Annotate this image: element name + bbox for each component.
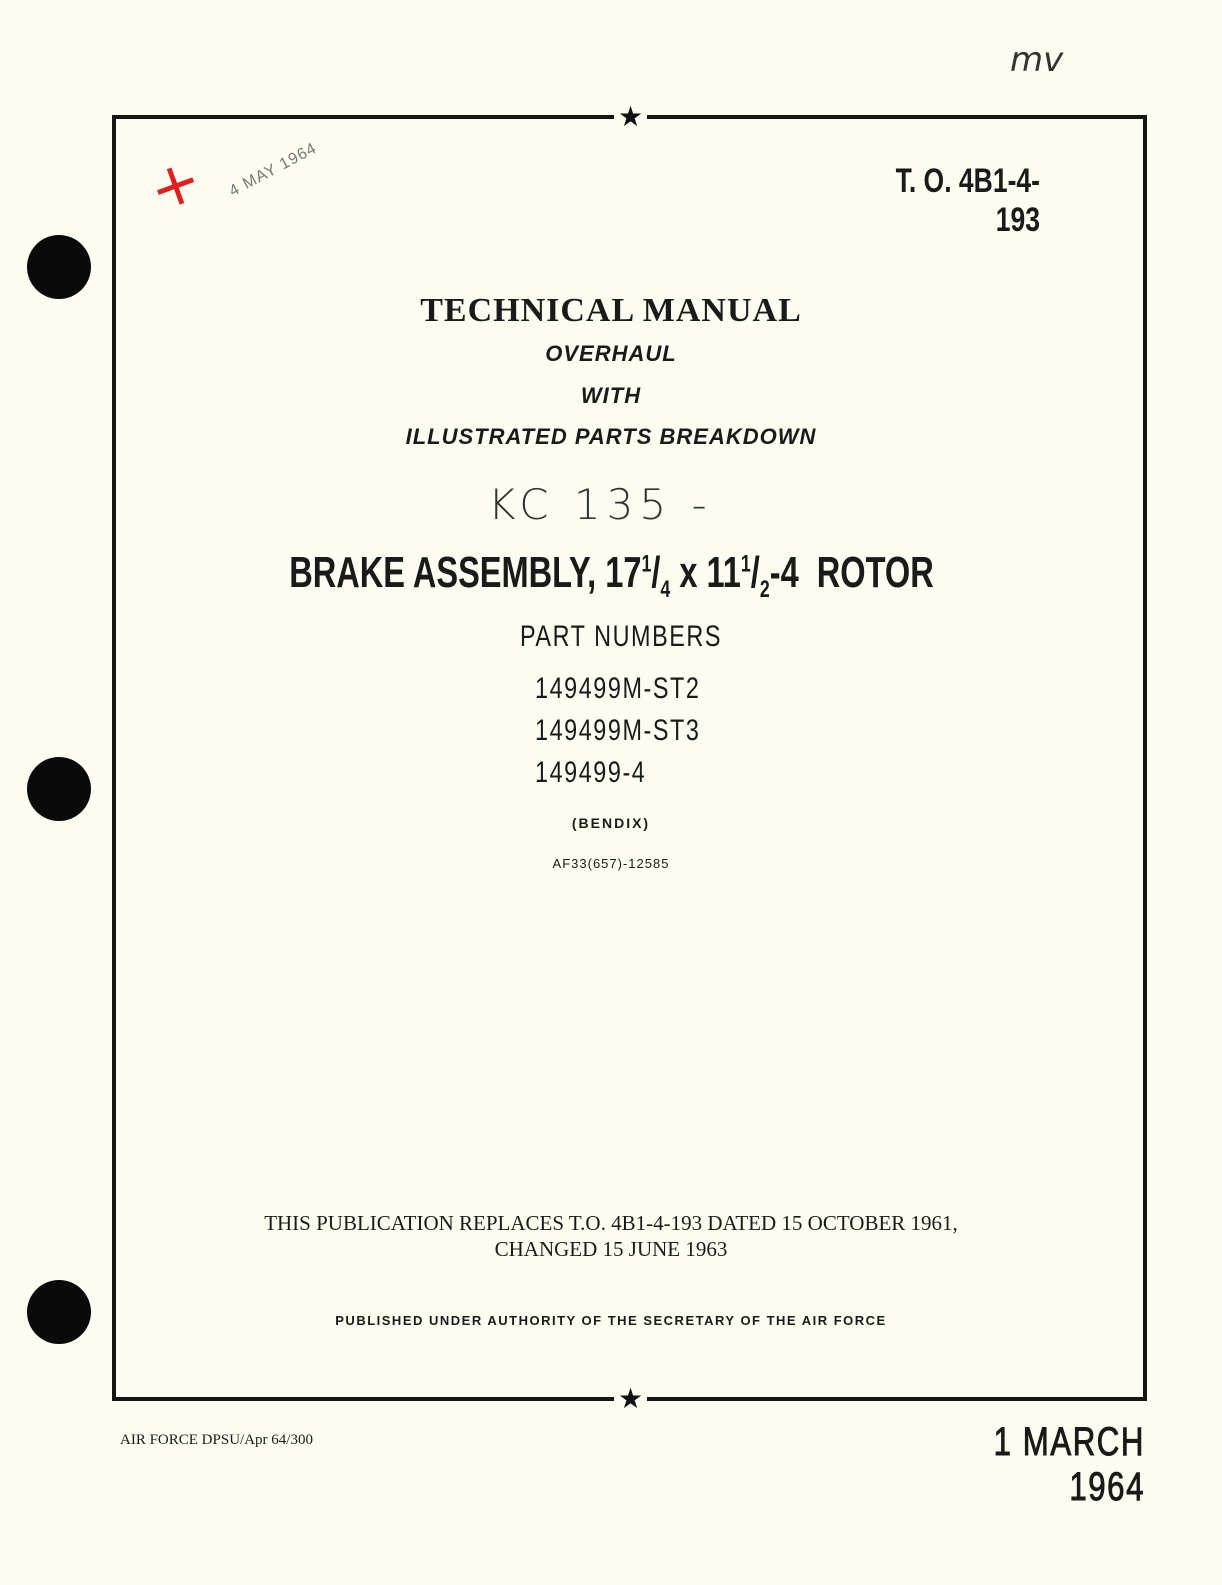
part-number: 149499M-ST2	[535, 672, 701, 705]
manual-type: TECHNICAL MANUAL	[420, 292, 802, 329]
punch-hole	[27, 1280, 91, 1344]
replaces-notice: THIS PUBLICATION REPLACES T.O. 4B1-4-193 DATED 15 OCTOBER 1961,	[264, 1211, 958, 1235]
part-numbers-heading: PART NUMBERS	[520, 620, 723, 653]
subtitle-with: WITH	[580, 383, 642, 408]
replaces-notice-changed: CHANGED 15 JUNE 1963	[494, 1237, 728, 1261]
star-icon: ★	[614, 1385, 647, 1413]
received-stamp: 4 MAY 1964	[226, 139, 320, 201]
to-number: T. O. 4B1-4-193	[895, 162, 1040, 239]
manufacturer: (BENDIX)	[571, 815, 651, 831]
subtitle-overhaul: OVERHAUL	[545, 341, 677, 366]
punch-hole	[27, 235, 91, 299]
publication-date: 1 MARCH 1964	[993, 1420, 1145, 1509]
handwritten-initials: mv	[1010, 40, 1064, 80]
contract-number: AF33(657)-12585	[552, 856, 670, 871]
authority-line: PUBLISHED UNDER AUTHORITY OF THE SECRETARY OF THE AIR FORCE	[335, 1313, 887, 1328]
part-number: 149499-4	[535, 756, 647, 789]
subtitle-ipb: ILLUSTRATED PARTS BREAKDOWN	[405, 424, 817, 449]
red-mark: +	[139, 143, 211, 227]
punch-hole	[27, 757, 91, 821]
subject-title: BRAKE ASSEMBLY, $17^1/_4$ x $11^1/_2-4$ ROTOR	[288, 548, 934, 603]
part-number: 149499M-ST3	[535, 714, 701, 747]
print-code: AIR FORCE DPSU/Apr 64/300	[120, 1432, 313, 1448]
star-icon: ★	[614, 103, 647, 131]
handwritten-aircraft: KC 135 -	[488, 480, 713, 529]
